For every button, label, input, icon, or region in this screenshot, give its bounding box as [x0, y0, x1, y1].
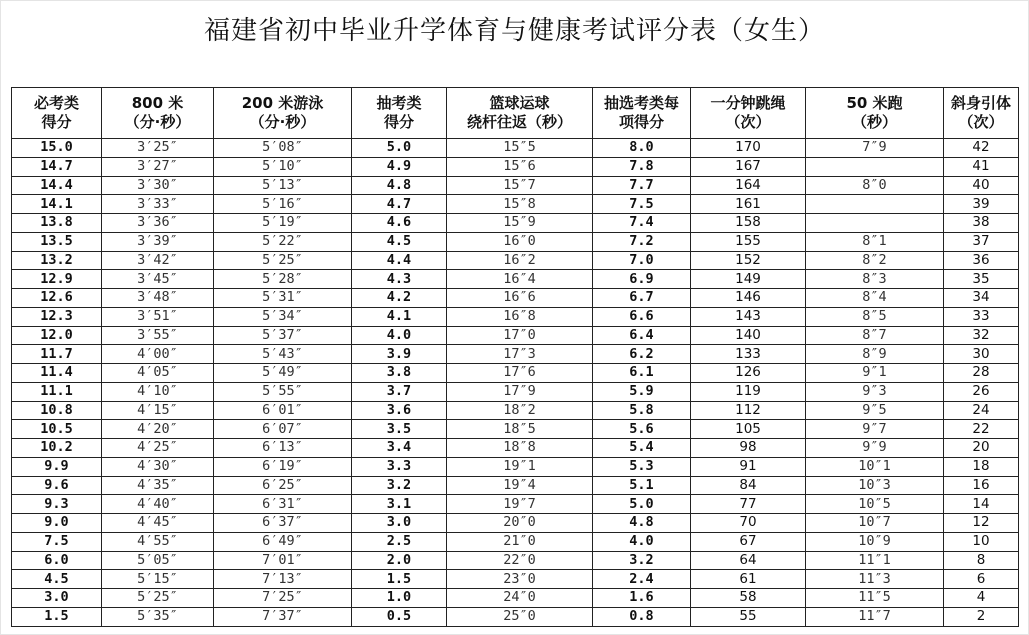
table-row: [12, 570, 1019, 589]
run-800m-cell: 4′25″: [102, 439, 214, 458]
run-800m-cell: 5′35″: [102, 607, 214, 626]
jump-rope-cell: 70: [691, 514, 806, 533]
run-800m-cell: 4′10″: [102, 382, 214, 401]
compulsory-score-cell: 14.4: [12, 176, 102, 195]
basketball-cell: 16″2: [447, 251, 593, 270]
item-score-cell: 4.8: [593, 514, 691, 533]
item-score-cell: 6.6: [593, 307, 691, 326]
item-score-cell: 8.0: [593, 139, 691, 158]
swim-200m-cell: 5′31″: [214, 289, 352, 308]
pullup-cell: 26: [944, 382, 1019, 401]
run-800m-cell: 3′36″: [102, 214, 214, 233]
compulsory-score-cell: 10.5: [12, 420, 102, 439]
jump-rope-cell: 105: [691, 420, 806, 439]
table-row: [12, 476, 1019, 495]
compulsory-score-cell: 13.8: [12, 214, 102, 233]
item-score-cell: 2.4: [593, 570, 691, 589]
run-50m-cell: 10″3: [806, 476, 944, 495]
compulsory-score-cell: 11.7: [12, 345, 102, 364]
basketball-cell: 17″9: [447, 382, 593, 401]
run-50m-cell: 11″5: [806, 589, 944, 608]
compulsory-score-cell: 15.0: [12, 139, 102, 158]
header-line2: 项得分: [618, 113, 664, 131]
selected-score-cell: 3.5: [352, 420, 447, 439]
selected-score-cell: 4.7: [352, 195, 447, 214]
basketball-cell: 16″6: [447, 289, 593, 308]
basketball-cell: 17″3: [447, 345, 593, 364]
header-line1: 一分钟跳绳: [710, 94, 786, 112]
pullup-cell: 8: [944, 551, 1019, 570]
basketball-cell: 18″2: [447, 401, 593, 420]
item-score-cell: 6.9: [593, 270, 691, 289]
selected-score-cell: 3.4: [352, 439, 447, 458]
run-50m-cell: 8″7: [806, 326, 944, 345]
header-line1: 50 米跑: [846, 94, 903, 112]
run-800m-cell: 4′00″: [102, 345, 214, 364]
table-row: [12, 607, 1019, 626]
run-800m-cell: 4′15″: [102, 401, 214, 420]
swim-200m-cell: 6′13″: [214, 439, 352, 458]
item-score-cell: 6.1: [593, 364, 691, 383]
jump-rope-cell: 126: [691, 364, 806, 383]
jump-rope-cell: 143: [691, 307, 806, 326]
header-line1: 抽选考类每: [603, 94, 679, 112]
item-score-cell: 5.1: [593, 476, 691, 495]
table-row: [12, 214, 1019, 233]
header-incline-pullup: [944, 88, 1019, 139]
swim-200m-cell: 6′31″: [214, 495, 352, 514]
score-table: [11, 87, 1019, 627]
table-body: [12, 139, 1019, 627]
swim-200m-cell: 7′01″: [214, 551, 352, 570]
pullup-cell: 2: [944, 607, 1019, 626]
header-line2: （秒）: [851, 113, 897, 131]
swim-200m-cell: 7′25″: [214, 589, 352, 608]
header-50m-run: [806, 88, 944, 139]
item-score-cell: 5.6: [593, 420, 691, 439]
table-row: [12, 364, 1019, 383]
selected-score-cell: 2.0: [352, 551, 447, 570]
item-score-cell: 7.2: [593, 232, 691, 251]
pullup-cell: 37: [944, 232, 1019, 251]
compulsory-score-cell: 11.1: [12, 382, 102, 401]
run-800m-cell: 3′30″: [102, 176, 214, 195]
jump-rope-cell: 67: [691, 532, 806, 551]
basketball-cell: 22″0: [447, 551, 593, 570]
run-800m-cell: 3′51″: [102, 307, 214, 326]
jump-rope-cell: 158: [691, 214, 806, 233]
run-800m-cell: 4′20″: [102, 420, 214, 439]
run-800m-cell: 4′55″: [102, 532, 214, 551]
pullup-cell: 22: [944, 420, 1019, 439]
swim-200m-cell: 5′13″: [214, 176, 352, 195]
header-line2: （次）: [958, 113, 1004, 131]
jump-rope-cell: 61: [691, 570, 806, 589]
header-line1: 800 米: [131, 94, 184, 112]
selected-score-cell: 4.5: [352, 232, 447, 251]
compulsory-score-cell: 3.0: [12, 589, 102, 608]
basketball-cell: 23″0: [447, 570, 593, 589]
selected-score-cell: 3.3: [352, 457, 447, 476]
swim-200m-cell: 5′10″: [214, 157, 352, 176]
run-50m-cell: 9″9: [806, 439, 944, 458]
swim-200m-cell: 7′37″: [214, 607, 352, 626]
header-line2: 得分: [383, 113, 414, 131]
basketball-cell: 15″5: [447, 139, 593, 158]
selected-score-cell: 4.4: [352, 251, 447, 270]
pullup-cell: 14: [944, 495, 1019, 514]
run-50m-cell: 9″5: [806, 401, 944, 420]
basketball-cell: 19″4: [447, 476, 593, 495]
header-line1: 必考类: [33, 94, 79, 112]
run-50m-cell: 9″7: [806, 420, 944, 439]
header-jump-rope: [691, 88, 806, 139]
item-score-cell: 4.0: [593, 532, 691, 551]
compulsory-score-cell: 12.6: [12, 289, 102, 308]
compulsory-score-cell: 12.3: [12, 307, 102, 326]
pullup-cell: 20: [944, 439, 1019, 458]
table-row: [12, 457, 1019, 476]
table-row: [12, 289, 1019, 308]
jump-rope-cell: 146: [691, 289, 806, 308]
table-row: [12, 495, 1019, 514]
run-800m-cell: 3′45″: [102, 270, 214, 289]
run-50m-cell: 9″1: [806, 364, 944, 383]
jump-rope-cell: 84: [691, 476, 806, 495]
table-row: [12, 270, 1019, 289]
jump-rope-cell: 91: [691, 457, 806, 476]
run-50m-cell: 11″3: [806, 570, 944, 589]
run-800m-cell: 3′42″: [102, 251, 214, 270]
pullup-cell: 24: [944, 401, 1019, 420]
table-row: [12, 157, 1019, 176]
swim-200m-cell: 6′25″: [214, 476, 352, 495]
swim-200m-cell: 6′49″: [214, 532, 352, 551]
swim-200m-cell: 5′49″: [214, 364, 352, 383]
header-line1: 200 米游泳: [241, 94, 324, 112]
swim-200m-cell: 6′37″: [214, 514, 352, 533]
run-50m-cell: 10″5: [806, 495, 944, 514]
header-selected-score: [352, 88, 447, 139]
basketball-cell: 20″0: [447, 514, 593, 533]
basketball-cell: 25″0: [447, 607, 593, 626]
selected-score-cell: 3.6: [352, 401, 447, 420]
pullup-cell: 32: [944, 326, 1019, 345]
swim-200m-cell: 5′43″: [214, 345, 352, 364]
compulsory-score-cell: 12.0: [12, 326, 102, 345]
header-line2: （次）: [725, 113, 771, 131]
jump-rope-cell: 55: [691, 607, 806, 626]
run-50m-cell: 8″0: [806, 176, 944, 195]
table-row: [12, 589, 1019, 608]
run-800m-cell: 5′25″: [102, 589, 214, 608]
compulsory-score-cell: 7.5: [12, 532, 102, 551]
compulsory-score-cell: 12.9: [12, 270, 102, 289]
run-50m-cell: 11″1: [806, 551, 944, 570]
run-800m-cell: 3′33″: [102, 195, 214, 214]
selected-score-cell: 4.1: [352, 307, 447, 326]
basketball-cell: 15″6: [447, 157, 593, 176]
basketball-cell: 18″8: [447, 439, 593, 458]
item-score-cell: 7.0: [593, 251, 691, 270]
pullup-cell: 33: [944, 307, 1019, 326]
pullup-cell: 35: [944, 270, 1019, 289]
run-800m-cell: 3′27″: [102, 157, 214, 176]
item-score-cell: 5.4: [593, 439, 691, 458]
item-score-cell: 1.6: [593, 589, 691, 608]
header-line2: 得分: [41, 113, 72, 131]
run-50m-cell: 8″4: [806, 289, 944, 308]
pullup-cell: 41: [944, 157, 1019, 176]
run-50m-cell: 10″7: [806, 514, 944, 533]
run-800m-cell: 4′05″: [102, 364, 214, 383]
selected-score-cell: 3.8: [352, 364, 447, 383]
table-row: [12, 382, 1019, 401]
table-row: [12, 420, 1019, 439]
table-row: [12, 551, 1019, 570]
pullup-cell: 39: [944, 195, 1019, 214]
item-score-cell: 5.3: [593, 457, 691, 476]
table-row: [12, 251, 1019, 270]
compulsory-score-cell: 9.3: [12, 495, 102, 514]
swim-200m-cell: 6′01″: [214, 401, 352, 420]
selected-score-cell: 4.6: [352, 214, 447, 233]
pullup-cell: 6: [944, 570, 1019, 589]
run-50m-cell: [806, 157, 944, 176]
basketball-cell: 21″0: [447, 532, 593, 551]
swim-200m-cell: 6′07″: [214, 420, 352, 439]
pullup-cell: 18: [944, 457, 1019, 476]
table-row: [12, 232, 1019, 251]
run-800m-cell: 3′39″: [102, 232, 214, 251]
swim-200m-cell: 5′28″: [214, 270, 352, 289]
jump-rope-cell: 77: [691, 495, 806, 514]
swim-200m-cell: 7′13″: [214, 570, 352, 589]
run-800m-cell: 3′48″: [102, 289, 214, 308]
run-50m-cell: 9″3: [806, 382, 944, 401]
run-50m-cell: 7″9: [806, 139, 944, 158]
table-row: [12, 307, 1019, 326]
compulsory-score-cell: 13.2: [12, 251, 102, 270]
selected-score-cell: 3.1: [352, 495, 447, 514]
compulsory-score-cell: 1.5: [12, 607, 102, 626]
jump-rope-cell: 164: [691, 176, 806, 195]
swim-200m-cell: 5′55″: [214, 382, 352, 401]
run-800m-cell: 3′25″: [102, 139, 214, 158]
run-50m-cell: 8″2: [806, 251, 944, 270]
jump-rope-cell: 167: [691, 157, 806, 176]
jump-rope-cell: 58: [691, 589, 806, 608]
compulsory-score-cell: 9.6: [12, 476, 102, 495]
table-row: [12, 195, 1019, 214]
run-50m-cell: [806, 195, 944, 214]
selected-score-cell: 4.2: [352, 289, 447, 308]
basketball-cell: 15″8: [447, 195, 593, 214]
header-line1: 篮球运球: [489, 94, 550, 112]
jump-rope-cell: 133: [691, 345, 806, 364]
header-line2: （分·秒）: [124, 113, 191, 131]
item-score-cell: 7.7: [593, 176, 691, 195]
header-basketball-dribble: [447, 88, 593, 139]
run-800m-cell: 4′40″: [102, 495, 214, 514]
table-row: [12, 532, 1019, 551]
basketball-cell: 24″0: [447, 589, 593, 608]
jump-rope-cell: 98: [691, 439, 806, 458]
basketball-cell: 15″7: [447, 176, 593, 195]
basketball-cell: 15″9: [447, 214, 593, 233]
basketball-cell: 17″0: [447, 326, 593, 345]
item-score-cell: 5.9: [593, 382, 691, 401]
compulsory-score-cell: 4.5: [12, 570, 102, 589]
table-row: [12, 401, 1019, 420]
selected-score-cell: 4.8: [352, 176, 447, 195]
basketball-cell: 16″8: [447, 307, 593, 326]
header-line2: （分·秒）: [249, 113, 316, 131]
pullup-cell: 36: [944, 251, 1019, 270]
basketball-cell: 19″1: [447, 457, 593, 476]
table-row: [12, 176, 1019, 195]
pullup-cell: 12: [944, 514, 1019, 533]
table-row: [12, 514, 1019, 533]
run-800m-cell: 4′45″: [102, 514, 214, 533]
compulsory-score-cell: 10.8: [12, 401, 102, 420]
item-score-cell: 7.4: [593, 214, 691, 233]
run-50m-cell: 10″9: [806, 532, 944, 551]
run-800m-cell: 4′35″: [102, 476, 214, 495]
header-row: [12, 88, 1019, 139]
table-row: [12, 326, 1019, 345]
header-compulsory-score: [12, 88, 102, 139]
selected-score-cell: 3.9: [352, 345, 447, 364]
item-score-cell: 5.0: [593, 495, 691, 514]
jump-rope-cell: 170: [691, 139, 806, 158]
swim-200m-cell: 5′19″: [214, 214, 352, 233]
jump-rope-cell: 152: [691, 251, 806, 270]
swim-200m-cell: 5′25″: [214, 251, 352, 270]
run-50m-cell: 8″9: [806, 345, 944, 364]
jump-rope-cell: 64: [691, 551, 806, 570]
compulsory-score-cell: 13.5: [12, 232, 102, 251]
run-50m-cell: 8″1: [806, 232, 944, 251]
selected-score-cell: 1.0: [352, 589, 447, 608]
item-score-cell: 7.5: [593, 195, 691, 214]
swim-200m-cell: 6′19″: [214, 457, 352, 476]
header-line1: 抽考类: [376, 94, 422, 112]
header-line2: 绕杆往返（秒）: [466, 113, 572, 131]
page-title: 福建省初中毕业升学体育与健康考试评分表（女生）: [203, 16, 825, 46]
pullup-cell: 34: [944, 289, 1019, 308]
selected-score-cell: 2.5: [352, 532, 447, 551]
compulsory-score-cell: 10.2: [12, 439, 102, 458]
swim-200m-cell: 5′34″: [214, 307, 352, 326]
compulsory-score-cell: 14.7: [12, 157, 102, 176]
item-score-cell: 3.2: [593, 551, 691, 570]
run-50m-cell: [806, 214, 944, 233]
pullup-cell: 40: [944, 176, 1019, 195]
run-50m-cell: 10″1: [806, 457, 944, 476]
jump-rope-cell: 161: [691, 195, 806, 214]
basketball-cell: 16″0: [447, 232, 593, 251]
selected-score-cell: 0.5: [352, 607, 447, 626]
pullup-cell: 16: [944, 476, 1019, 495]
pullup-cell: 42: [944, 139, 1019, 158]
table-row: [12, 345, 1019, 364]
jump-rope-cell: 155: [691, 232, 806, 251]
run-800m-cell: 5′05″: [102, 551, 214, 570]
pullup-cell: 10: [944, 532, 1019, 551]
run-800m-cell: 4′30″: [102, 457, 214, 476]
item-score-cell: 6.2: [593, 345, 691, 364]
selected-score-cell: 5.0: [352, 139, 447, 158]
item-score-cell: 0.8: [593, 607, 691, 626]
selected-score-cell: 4.0: [352, 326, 447, 345]
compulsory-score-cell: 6.0: [12, 551, 102, 570]
item-score-cell: 6.7: [593, 289, 691, 308]
selected-score-cell: 1.5: [352, 570, 447, 589]
compulsory-score-cell: 9.9: [12, 457, 102, 476]
swim-200m-cell: 5′22″: [214, 232, 352, 251]
table-row: [12, 439, 1019, 458]
swim-200m-cell: 5′08″: [214, 139, 352, 158]
compulsory-score-cell: 9.0: [12, 514, 102, 533]
basketball-cell: 17″6: [447, 364, 593, 383]
item-score-cell: 5.8: [593, 401, 691, 420]
run-50m-cell: 11″7: [806, 607, 944, 626]
jump-rope-cell: 140: [691, 326, 806, 345]
swim-200m-cell: 5′16″: [214, 195, 352, 214]
header-800m: [102, 88, 214, 139]
selected-score-cell: 3.2: [352, 476, 447, 495]
selected-score-cell: 4.9: [352, 157, 447, 176]
compulsory-score-cell: 14.1: [12, 195, 102, 214]
jump-rope-cell: 112: [691, 401, 806, 420]
item-score-cell: 6.4: [593, 326, 691, 345]
basketball-cell: 16″4: [447, 270, 593, 289]
run-50m-cell: 8″5: [806, 307, 944, 326]
selected-score-cell: 3.0: [352, 514, 447, 533]
run-800m-cell: 5′15″: [102, 570, 214, 589]
swim-200m-cell: 5′37″: [214, 326, 352, 345]
compulsory-score-cell: 11.4: [12, 364, 102, 383]
basketball-cell: 19″7: [447, 495, 593, 514]
pullup-cell: 4: [944, 589, 1019, 608]
selected-score-cell: 3.7: [352, 382, 447, 401]
header-200m-swim: [214, 88, 352, 139]
pullup-cell: 38: [944, 214, 1019, 233]
run-800m-cell: 3′55″: [102, 326, 214, 345]
header-item-score: [593, 88, 691, 139]
jump-rope-cell: 149: [691, 270, 806, 289]
run-50m-cell: 8″3: [806, 270, 944, 289]
basketball-cell: 18″5: [447, 420, 593, 439]
item-score-cell: 7.8: [593, 157, 691, 176]
pullup-cell: 28: [944, 364, 1019, 383]
pullup-cell: 30: [944, 345, 1019, 364]
table-row: [12, 139, 1019, 158]
header-line1: 斜身引体: [950, 94, 1011, 112]
selected-score-cell: 4.3: [352, 270, 447, 289]
jump-rope-cell: 119: [691, 382, 806, 401]
